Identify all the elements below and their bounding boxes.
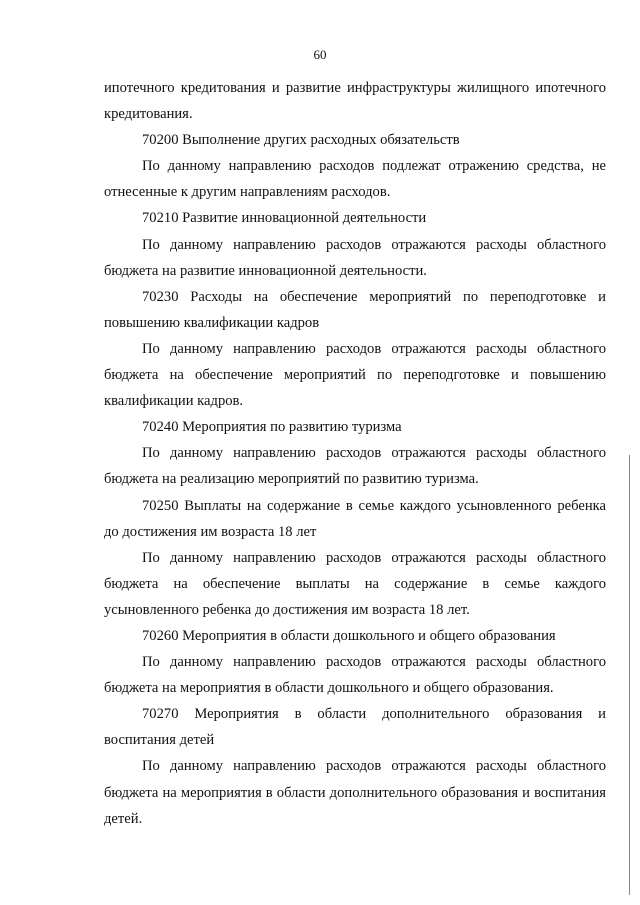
section-heading-70230: 70230 Расходы на обеспечение мероприятий по переподготовке и повышению квалификации кадров: [104, 288, 606, 331]
paragraph-70240: По данному направлению расходов отражаются расходы областного бюджета на реализацию мероприятий по развитию туризма.: [104, 445, 606, 488]
paragraph-70200: По данному направлению расходов подлежат отражению средства, не отнесенные к другим направлениям расходов.: [104, 158, 606, 201]
paragraph-70260: По данному направлению расходов отражаются расходы областного бюджета на мероприятия в области дошкольного и общего образования.: [104, 654, 606, 697]
section-heading-70260: 70260 Мероприятия в области дошкольного и общего образования: [142, 627, 556, 644]
section-heading-70240: 70240 Мероприятия по развитию туризма: [142, 419, 402, 436]
section-heading-70200: 70200 Выполнение других расходных обязательств: [142, 132, 460, 149]
continued-paragraph: ипотечного кредитования и развитие инфраструктуры жилищного ипотечного кредитования.: [104, 80, 606, 123]
scan-edge-line: [629, 455, 630, 895]
page-number: 60: [313, 47, 327, 62]
paragraph-70270: По данному направлению расходов отражаются расходы областного бюджета на мероприятия в области дополнительного образования и воспитания детей.: [104, 758, 606, 827]
section-heading-70270: 70270 Мероприятия в области дополнительного образования и воспитания детей: [104, 706, 606, 749]
section-heading-70250: 70250 Выплаты на содержание в семье каждого усыновленного ребенка до достижения им возраста 18 лет: [104, 497, 606, 540]
paragraph-70250: По данному направлению расходов отражаются расходы областного бюджета на обеспечение выплаты на содержание в семье каждого усыновленного ребенка до достижения им возраста 18 лет.: [104, 549, 606, 618]
paragraph-70230: По данному направлению расходов отражаются расходы областного бюджета на обеспечение мероприятий по переподготовке и повышению квалификации кадров.: [104, 340, 606, 410]
section-heading-70210: 70210 Развитие инновационной деятельности: [142, 210, 427, 227]
document-body: [104, 75, 606, 832]
paragraph-70210: По данному направлению расходов отражаются расходы областного бюджета на развитие инновационной деятельности.: [104, 236, 606, 279]
